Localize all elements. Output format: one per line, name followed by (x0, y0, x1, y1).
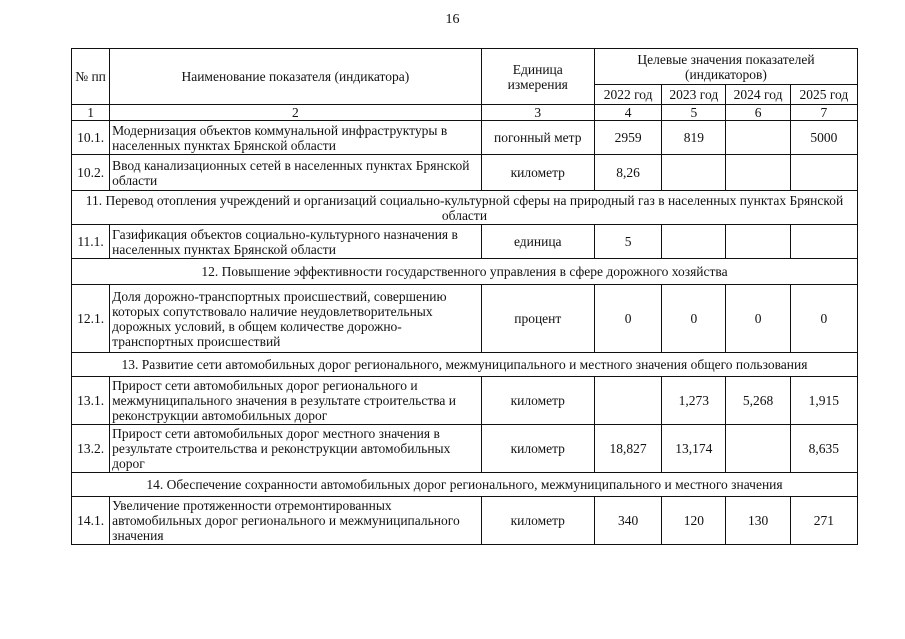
row-number: 13.1. (72, 377, 110, 425)
value-cell (790, 225, 857, 259)
header-col-targets: Целевые значения показателей (индикаторов) (594, 49, 857, 85)
year-2024: 2024 год (726, 85, 790, 105)
col-index-1: 1 (72, 105, 110, 121)
value-cell (790, 155, 857, 191)
value-cell (726, 155, 790, 191)
year-2023: 2023 год (662, 85, 726, 105)
value-cell: 8,635 (790, 425, 857, 473)
value-cell: 18,827 (594, 425, 661, 473)
value-cell: 8,26 (594, 155, 661, 191)
row-number: 12.1. (72, 285, 110, 353)
value-cell: 1,273 (662, 377, 726, 425)
header-col-unit: Единица измерения (481, 49, 594, 105)
row-number: 14.1. (72, 497, 110, 545)
col-index-4: 4 (594, 105, 661, 121)
year-2022: 2022 год (594, 85, 661, 105)
value-cell (726, 425, 790, 473)
row-number: 10.1. (72, 121, 110, 155)
value-cell: 0 (726, 285, 790, 353)
value-cell: 0 (594, 285, 661, 353)
indicator-name: Ввод канализационных сетей в населенных пунктах Брянской области (110, 155, 481, 191)
value-cell: 819 (662, 121, 726, 155)
section-row (72, 259, 858, 285)
value-cell: 5 (594, 225, 661, 259)
row-number: 10.2. (72, 155, 110, 191)
index-row (72, 105, 858, 121)
header-row (72, 49, 858, 85)
col-index-3: 3 (481, 105, 594, 121)
indicator-name: Увеличение протяженности отремонтированных автомобильных дорог регионального и межмуниципального значения (110, 497, 481, 545)
table-row (72, 225, 858, 259)
indicator-name: Модернизация объектов коммунальной инфраструктуры в населенных пунктах Брянской области (110, 121, 481, 155)
value-cell (662, 155, 726, 191)
section-row (72, 473, 858, 497)
indicator-name: Прирост сети автомобильных дорог местного значения в результате строительства и реконструкции автомобильных дорог (110, 425, 481, 473)
section-title: 11. Перевод отопления учреждений и организаций социально-культурной сферы на природный газ в населенных пунктах Брянской области (72, 191, 858, 225)
section-title: 14. Обеспечение сохранности автомобильных дорог регионального, межмуниципального и местного значения (72, 473, 858, 497)
value-cell (594, 377, 661, 425)
indicator-name: Доля дорожно-транспортных происшествий, совершению которых сопутствовало наличие неудовлетворительных дорожных условий, в общем количестве дорожно-транспортных происшествий (110, 285, 481, 353)
value-cell (662, 225, 726, 259)
unit-cell: километр (481, 497, 594, 545)
indicator-name: Газификация объектов социально-культурного назначения в населенных пунктах Брянской области (110, 225, 481, 259)
col-index-2: 2 (110, 105, 481, 121)
value-cell: 120 (662, 497, 726, 545)
indicators-table (71, 48, 858, 545)
value-cell: 130 (726, 497, 790, 545)
value-cell (726, 121, 790, 155)
col-index-5: 5 (662, 105, 726, 121)
col-index-7: 7 (790, 105, 857, 121)
row-number: 13.2. (72, 425, 110, 473)
unit-cell: единица (481, 225, 594, 259)
value-cell (726, 225, 790, 259)
col-index-6: 6 (726, 105, 790, 121)
table-row (72, 121, 858, 155)
value-cell: 0 (790, 285, 857, 353)
section-row (72, 353, 858, 377)
value-cell: 0 (662, 285, 726, 353)
value-cell: 1,915 (790, 377, 857, 425)
value-cell: 271 (790, 497, 857, 545)
unit-cell: километр (481, 425, 594, 473)
table-row (72, 497, 858, 545)
row-number: 11.1. (72, 225, 110, 259)
section-title: 13. Развитие сети автомобильных дорог регионального, межмуниципального и местного значения общего пользования (72, 353, 858, 377)
table-row (72, 377, 858, 425)
indicator-name: Прирост сети автомобильных дорог регионального и межмуниципального значения в результате строительства и реконструкции автомобильных дорог (110, 377, 481, 425)
page-number: 16 (445, 12, 460, 27)
value-cell: 13,174 (662, 425, 726, 473)
value-cell: 5000 (790, 121, 857, 155)
table-row (72, 285, 858, 353)
value-cell: 340 (594, 497, 661, 545)
header-col-num: № пп (72, 49, 110, 105)
value-cell: 5,268 (726, 377, 790, 425)
year-2025: 2025 год (790, 85, 857, 105)
value-cell: 2959 (594, 121, 661, 155)
table-row (72, 425, 858, 473)
table-row (72, 155, 858, 191)
header-col-name: Наименование показателя (индикатора) (110, 49, 481, 105)
unit-cell: процент (481, 285, 594, 353)
unit-cell: километр (481, 155, 594, 191)
section-title: 12. Повышение эффективности государственного управления в сфере дорожного хозяйства (72, 259, 858, 285)
unit-cell: километр (481, 377, 594, 425)
section-row (72, 191, 858, 225)
unit-cell: погонный метр (481, 121, 594, 155)
